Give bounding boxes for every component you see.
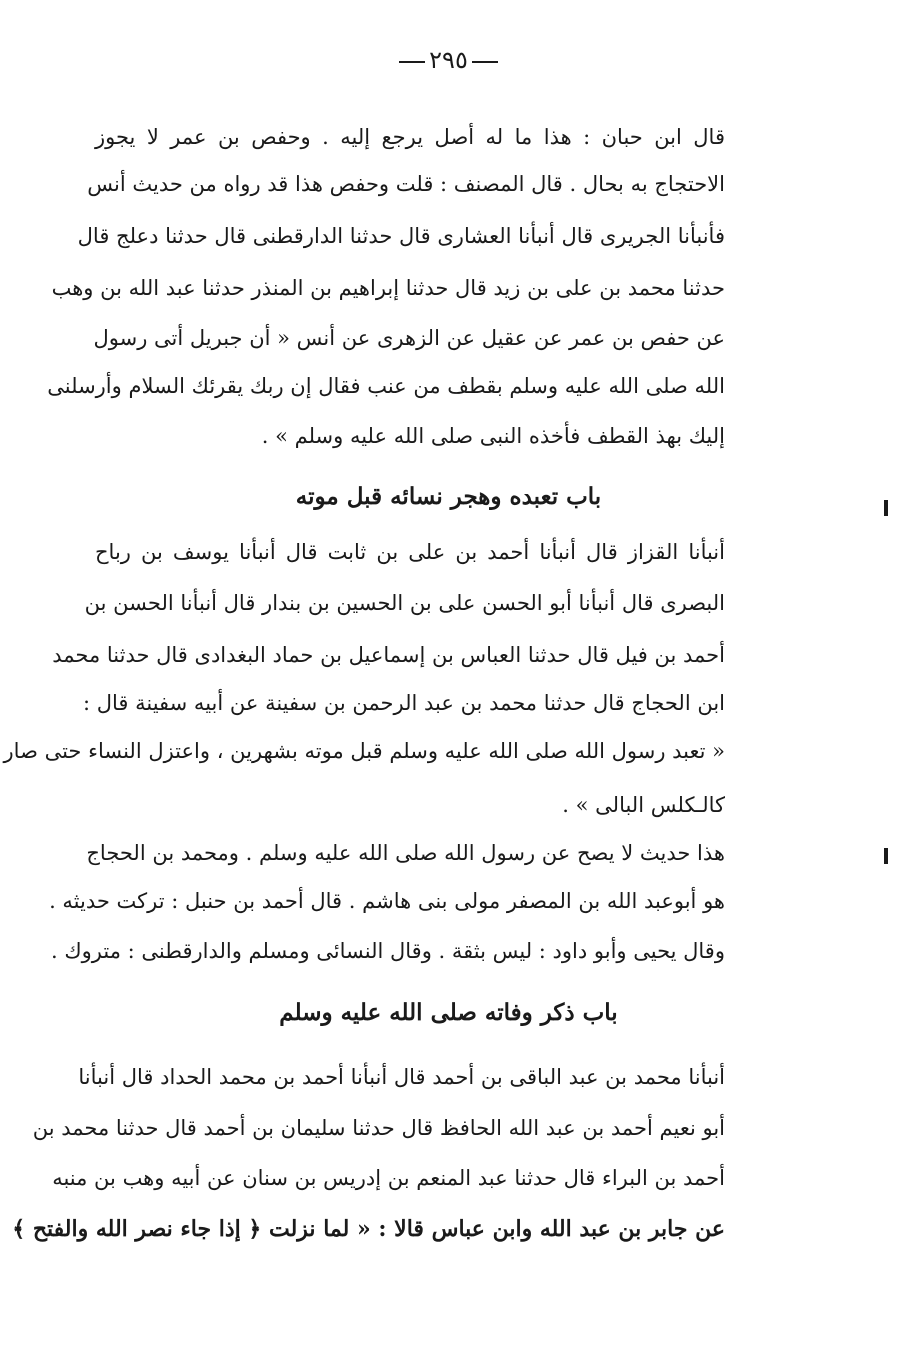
section-heading: باب ذكر وفاته صلى الله عليه وسلم [279, 999, 618, 1026]
margin-mark [884, 500, 888, 516]
text-line: قال ابن حبان : هذا ما له أصل يرجع إليه . وحفص بن عمر لا يجوز [95, 125, 725, 149]
section-heading: باب تعبده وهجر نسائه قبل موته [295, 483, 602, 510]
text-line: الله صلى الله عليه وسلم بقطف من عنب فقال إن ربك يقرئك السلام وأرسلنى [47, 374, 725, 398]
text-line: أحمد بن فيل قال حدثنا العباس بن إسماعيل بن حماد البغدادى قال حدثنا محمد [52, 643, 725, 667]
text-line: إليك بهذ القطف فأخذه النبى صلى الله عليه وسلم » . [261, 424, 725, 448]
text-line: عن حفص بن عمر عن عقيل عن الزهرى عن أنس « أن جبريل أتى رسول [93, 326, 725, 350]
text-line: أنبأنا القزاز قال أنبأنا أحمد بن على بن ثابت قال أنبأنا يوسف بن رباح [95, 540, 725, 564]
text-line: ابن الحجاج قال حدثنا محمد بن عبد الرحمن بن سفينة عن أبيه سفينة قال : [82, 691, 725, 715]
margin-mark [884, 848, 888, 864]
page-number-left-rule [399, 61, 425, 63]
text-line: عن جابر بن عبد الله وابن عباس قالا : « لما نزلت ﴿ إذا جاء نصر الله والفتح ﴾ [12, 1216, 725, 1242]
text-line: هذا حديث لا يصح عن رسول الله صلى الله عليه وسلم . ومحمد بن الحجاج [86, 841, 725, 865]
page-number-text: ٢٩٥ [429, 46, 468, 74]
text-line: هو أبوعبد الله بن المصفر مولى بنى هاشم . قال أحمد بن حنبل : تركت حديثه . [49, 889, 725, 913]
text-line: « تعبد رسول الله صلى الله عليه وسلم قبل موته بشهرين ، واعتزل النساء حتى صار [3, 739, 725, 763]
text-line: وقال يحيى وأبو داود : ليس بثقة . وقال النسائى ومسلم والدارقطنى : متروك . [51, 939, 725, 963]
text-line: البصرى قال أنبأنا أبو الحسن على بن الحسين بن بندار قال أنبأنا الحسن بن [84, 591, 725, 615]
text-line: كالـكلس البالى » . [562, 793, 725, 817]
text-line: أحمد بن البراء قال حدثنا عبد المنعم بن إدريس بن سنان عن أبيه وهب بن منبه [52, 1166, 725, 1190]
text-line: الاحتجاج به بحال . قال المصنف : قلت وحفص هذا قد رواه من حديث أنس [87, 172, 725, 196]
page-number [0, 46, 897, 74]
text-line: حدثنا محمد بن على بن زيد قال حدثنا إبراهيم بن المنذر حدثنا عبد الله بن وهب [51, 276, 725, 300]
text-line: أنبأنا محمد بن عبد الباقى بن أحمد قال أنبأنا أحمد بن محمد الحداد قال أنبأنا [78, 1065, 725, 1089]
page-number-right-rule [472, 61, 498, 63]
text-line: فأنبأنا الجريرى قال أنبأنا العشارى قال حدثنا الدارقطنى قال حدثنا دعلج قال [77, 224, 725, 248]
text-line: أبو نعيم أحمد بن عبد الله الحافظ قال حدثنا سليمان بن أحمد قال حدثنا محمد بن [32, 1116, 725, 1140]
